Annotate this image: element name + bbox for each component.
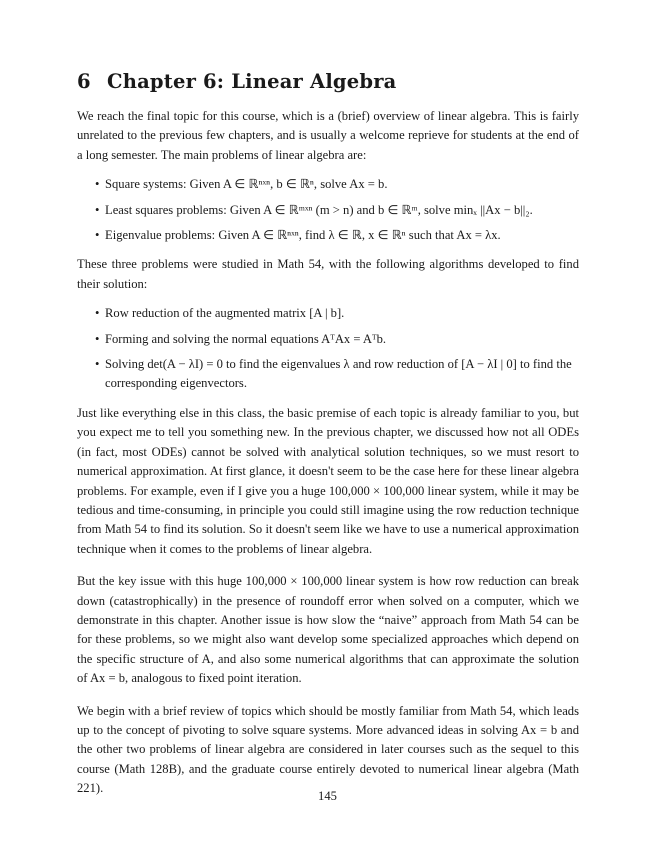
algorithm-normal-equations: Forming and solving the normal equations AᵀAx = Aᵀb. xyxy=(105,331,387,346)
list-item xyxy=(77,330,579,349)
body-paragraph-1: Just like everything else in this class, the basic premise of each topic is already familiar to you, but you expect me to tell you something new. In the previous chapter, we discussed how not all ODEs (in fact, most ODEs) cannot be solved with analytical solution techniques, so we must resort to numerical approximation. At first glance, it doesn't seem to be the case here for these linear algebra problems. For example, even if I give you a huge 100,000 × 100,000 linear system, while it may be tedious and time-consuming, in principle you could still imagine using the row reduction technique from Math 54 to find its solution. So it doesn't seem like we have to use a numerical approximation technique when it comes to the problems of linear algebra. xyxy=(77,405,579,556)
page-number: 145 xyxy=(318,789,337,803)
bullet-icon: • xyxy=(95,202,100,217)
list-item xyxy=(77,201,579,220)
problem-eigenvalue: Eigenvalue problems: Given A ∈ ℝⁿˣⁿ, find λ ∈ ℝ, x ∈ ℝⁿ such that Ax = λx. xyxy=(105,228,501,243)
bullet-icon: • xyxy=(95,228,100,243)
page-content xyxy=(77,70,579,799)
list-item xyxy=(77,304,579,323)
problem-square-systems: Square systems: Given A ∈ ℝⁿˣⁿ, b ∈ ℝⁿ, solve Ax = b. xyxy=(105,177,388,192)
bullet-icon: • xyxy=(95,177,100,192)
intro-paragraph: We reach the final topic for this course, which is a (brief) overview of linear algebra. This is fairly unrelated to the previous few chapters, and is usually a welcome reprieve for students at the end of a long semester. The main problems of linear algebra are: xyxy=(77,109,579,162)
problem-least-squares: Least squares problems: Given A ∈ ℝᵐˣⁿ (m > n) and b ∈ ℝᵐ, solve minₓ ||Ax − b||₂. xyxy=(105,202,533,217)
algorithms-list xyxy=(77,304,579,394)
chapter-heading xyxy=(77,70,579,93)
list-item xyxy=(77,355,579,394)
algorithm-eigen: Solving det(A − λI) = 0 to find the eigenvalues λ and row reduction of [A − λI | 0] to find the corresponding eigenvectors. xyxy=(105,357,572,391)
algorithms-intro-paragraph: These three problems were studied in Math 54, with the following algorithms developed to find their solution: xyxy=(77,257,579,291)
bullet-icon: • xyxy=(95,331,100,346)
algorithm-row-reduction: Row reduction of the augmented matrix [A | b]. xyxy=(105,306,345,321)
chapter-title: Chapter 6: Linear Algebra xyxy=(107,70,397,93)
list-item xyxy=(77,175,579,194)
body-paragraph-2: But the key issue with this huge 100,000 × 100,000 linear system is how row reduction can break down (catastrophically) in the presence of roundoff error when solved on a computer, which we demonstrate in this chapter. Another issue is how slow the “naive” approach from Math 54 can be for these problems, so we might also want develop some specialized approaches which depend on the specific structure of A, and also some numerical algorithms that can approximate the solution of Ax = b, analogous to fixed point iteration. xyxy=(77,574,579,686)
problems-list xyxy=(77,175,579,245)
body-paragraph-3: We begin with a brief review of topics which should be mostly familiar from Math 54, which leads up to the concept of pivoting to solve square systems. More advanced ideas in solving Ax = b and the other two problems of linear algebra are considered in later courses such as the sequel to this course (Math 128B), and the graduate course entirely devoted to numerical linear algebra (Math 221). xyxy=(77,703,579,796)
bullet-icon: • xyxy=(95,357,100,372)
list-item xyxy=(77,226,579,245)
bullet-icon: • xyxy=(95,306,100,321)
chapter-number: 6 xyxy=(77,70,91,93)
